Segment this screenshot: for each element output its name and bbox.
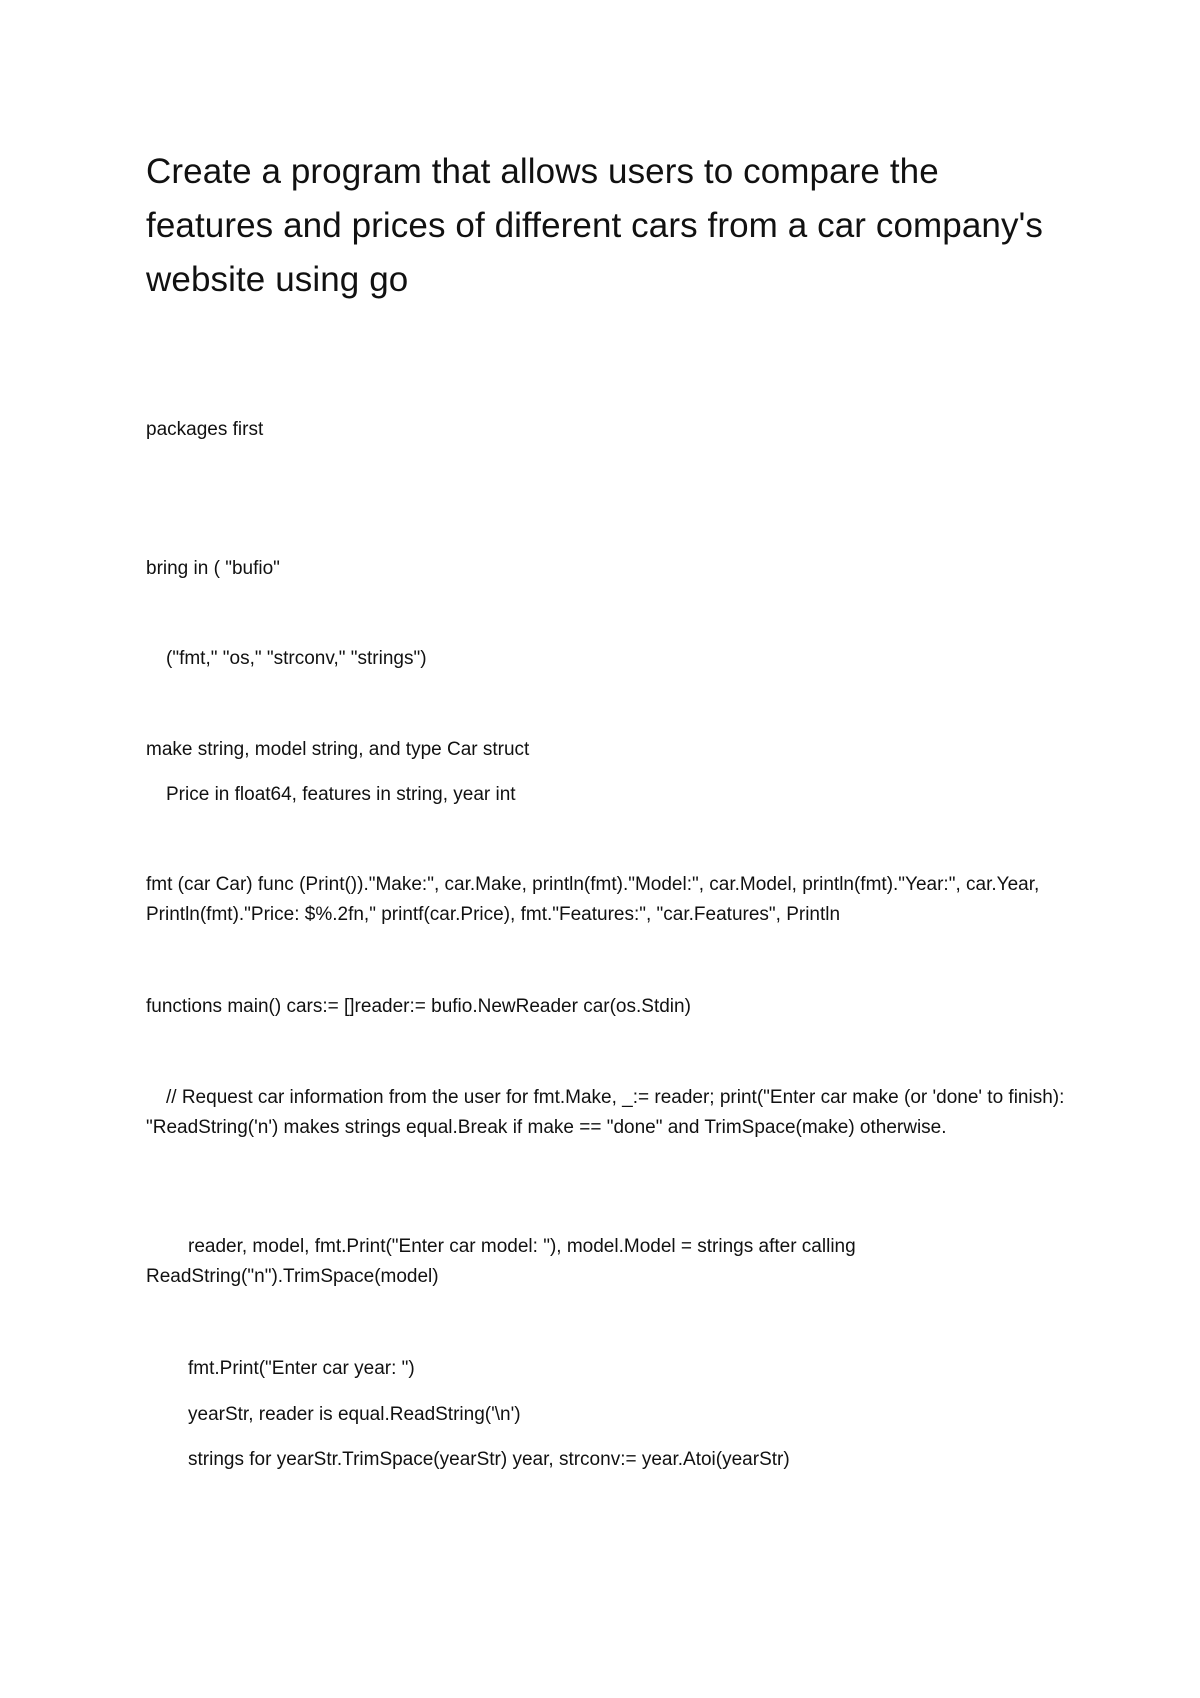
paragraph-year-convert: strings for yearStr.TrimSpace(yearStr) year, strconv:= year.Atoi(yearStr): [188, 1449, 790, 1470]
document-title: Create a program that allows users to compare the features and prices of different cars from a car company's website using go: [146, 152, 1043, 299]
paragraph-request-make: // Request car information from the user for fmt.Make, _:= reader; print("Enter car make (or 'done' to finish): "ReadString('n') makes strings equal.Break if make == "done" and TrimSpace(make) otherwise.: [146, 1087, 1065, 1138]
paragraph-import-list: ("fmt," "os," "strconv," "strings"): [166, 648, 427, 669]
paragraph-year-prompt: fmt.Print("Enter car year: "): [188, 1358, 415, 1379]
paragraph-struct-fields: Price in float64, features in string, year int: [166, 784, 516, 805]
paragraph-import: bring in ( "bufio": [146, 558, 280, 579]
paragraph-struct: make string, model string, and type Car struct: [146, 739, 530, 760]
paragraph-main: functions main() cars:= []reader:= bufio.NewReader car(os.Stdin): [146, 996, 691, 1017]
paragraph-model: reader, model, fmt.Print("Enter car model: "), model.Model = strings after calling ReadString("n").TrimSpace(model): [146, 1236, 856, 1287]
paragraph-year-read: yearStr, reader is equal.ReadString('\n'): [188, 1404, 521, 1425]
paragraph-print-func: fmt (car Car) func (Print())."Make:", car.Make, println(fmt)."Model:", car.Model, println(fmt)."Year:", car.Year, Println(fmt)."Price: $%.2fn," printf(car.Price), fmt."Features:", "car.Features", Println: [146, 874, 1040, 925]
paragraph-packages: packages first: [146, 419, 264, 440]
